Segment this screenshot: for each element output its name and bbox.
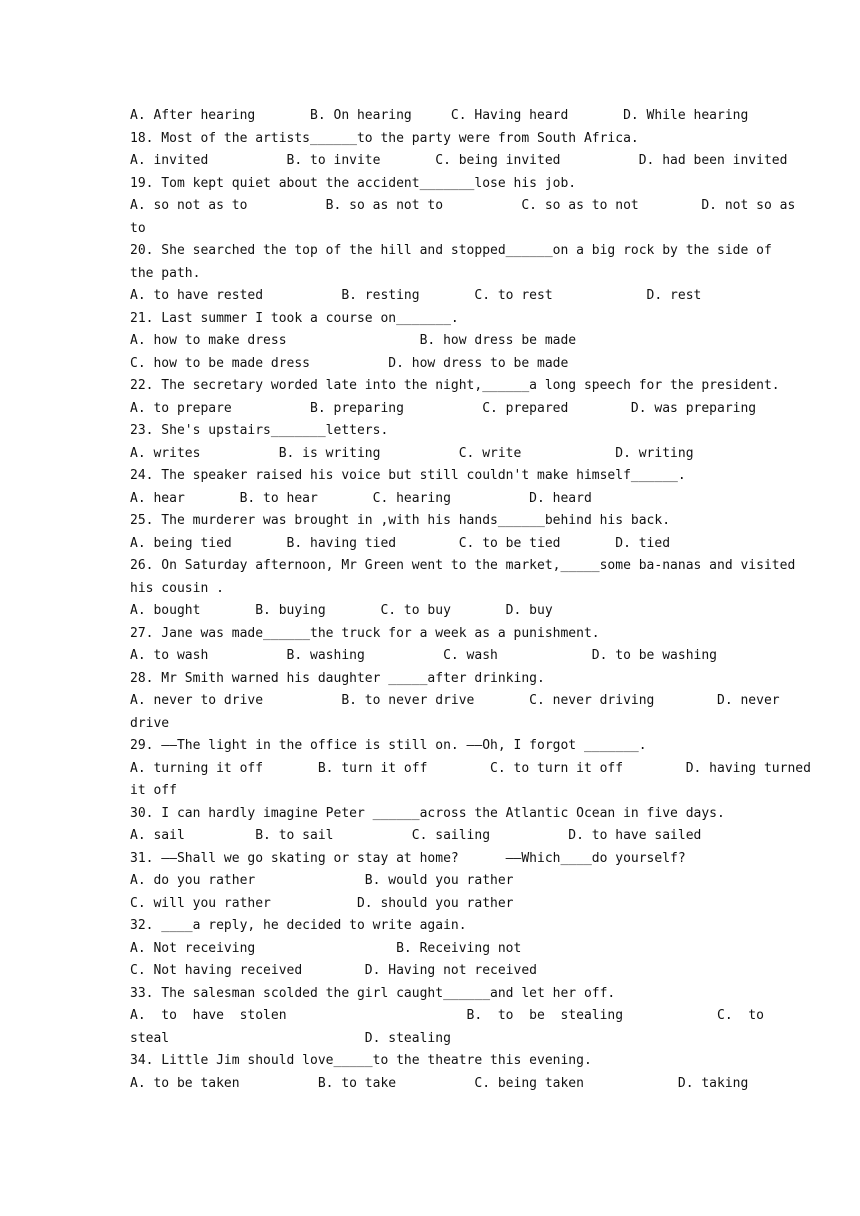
text-line: C. how to be made dress D. how dress to be made xyxy=(130,355,569,371)
text-line: the path. xyxy=(130,265,201,281)
text-line: 25. The murderer was brought in ,with his hands______behind his back. xyxy=(130,513,671,528)
text-line: A. never to drive B. to never drive C. never driving D. never xyxy=(130,693,780,708)
text-line: 34. Little Jim should love_____to the theatre this evening. xyxy=(130,1053,592,1068)
text-line: A. so not as to B. so as not to C. so as to not D. not so as xyxy=(130,198,796,213)
text-line: drive xyxy=(130,715,170,731)
text-line: 29. ——The light in the office is still on. ——Oh, I forgot _______. xyxy=(130,738,647,753)
text-line: 24. The speaker raised his voice but still couldn't make himself______. xyxy=(130,468,686,483)
text-line: A. to wash B. washing C. wash D. to be washing xyxy=(130,648,717,663)
text-line: 27. Jane was made______the truck for a week as a punishment. xyxy=(130,625,600,641)
text-line: 19. Tom kept quiet about the accident_______lose his job. xyxy=(130,175,577,191)
text-line: to xyxy=(130,220,146,236)
text-line: steal D. stealing xyxy=(130,1030,451,1046)
text-line: A. writes B. is writing C. write D. writing xyxy=(130,445,694,461)
text-line: A. Not receiving B. Receiving not xyxy=(130,940,522,956)
text-line: A. to prepare B. preparing C. prepared D. was preparing xyxy=(130,400,757,416)
text-line: 30. I can hardly imagine Peter ______across the Atlantic Ocean in five days. xyxy=(130,805,725,821)
text-line: 18. Most of the artists______to the party were from South Africa. xyxy=(130,130,639,146)
text-line: 21. Last summer I took a course on_______. xyxy=(130,310,459,326)
text-line: A. sail B. to sail C. sailing D. to have sailed xyxy=(130,828,702,843)
text-line: A. invited B. to invite C. being invited D. had been invited xyxy=(130,153,788,168)
text-line: 20. She searched the top of the hill and stopped______on a big rock by the side of xyxy=(130,243,772,258)
text-line: 22. The secretary worded late into the night,______a long speech for the president. xyxy=(130,378,780,393)
question-list xyxy=(130,105,811,1095)
text-line: A. bought B. buying C. to buy D. buy xyxy=(130,603,553,618)
text-line: A. being tied B. having tied C. to be tied D. tied xyxy=(130,535,671,551)
text-line: A. to have stolen B. to be stealing C. to xyxy=(130,1008,764,1023)
text-line: 23. She's upstairs_______letters. xyxy=(130,423,389,438)
text-line: 28. Mr Smith warned his daughter _____after drinking. xyxy=(130,670,545,686)
text-line: his cousin . xyxy=(130,580,224,596)
text-line: A. do you rather B. would you rather xyxy=(130,873,514,888)
text-line: C. Not having received D. Having not received xyxy=(130,963,537,978)
text-line: 31. ——Shall we go skating or stay at home? ——Which____do yourself? xyxy=(130,850,686,866)
text-line: A. to be taken B. to take C. being taken D. taking xyxy=(130,1075,749,1091)
text-line: 32. ____a reply, he decided to write again. xyxy=(130,918,467,933)
text-line: A. hear B. to hear C. hearing D. heard xyxy=(130,490,592,506)
text-line: A. After hearing B. On hearing C. Having heard D. While hearing xyxy=(130,108,749,123)
text-line: it off xyxy=(130,783,177,798)
text-line: A. how to make dress B. how dress be made xyxy=(130,333,577,348)
text-line: C. will you rather D. should you rather xyxy=(130,895,514,911)
text-line: A. to have rested B. resting C. to rest D. rest xyxy=(130,288,702,303)
text-line: 33. The salesman scolded the girl caught______and let her off. xyxy=(130,985,616,1001)
text-line: 26. On Saturday afternoon, Mr Green went to the market,_____some ba-nanas and visited xyxy=(130,558,796,573)
text-line: A. turning it off B. turn it off C. to turn it off D. having turned xyxy=(130,760,811,776)
